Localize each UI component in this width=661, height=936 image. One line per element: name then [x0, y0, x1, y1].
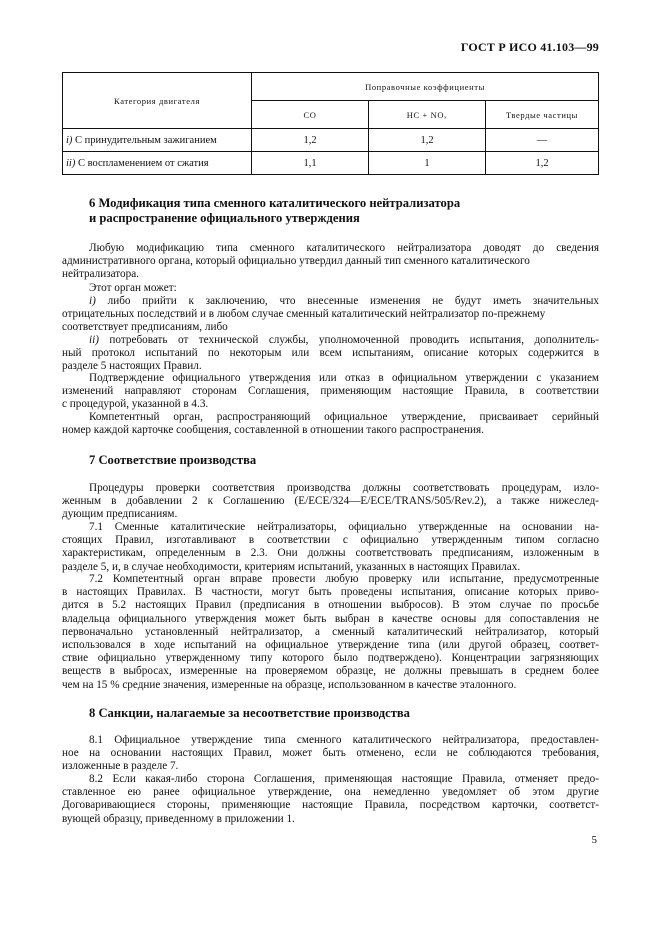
- col-particulates: Твердые частицы: [486, 101, 599, 129]
- col-hc-nox: HC + NOₓ: [369, 101, 486, 129]
- table-cell: —: [486, 129, 599, 152]
- page-number: 5: [591, 834, 597, 846]
- section-8-1-paragraph: 8.1 Официальное утверждение типа сменного каталитического нейтрализатора, предоставлен- ное на основании настоящих Правил, может быть отменено, если не соблюдаются требования, изложенные в разделе 7.: [62, 734, 599, 773]
- section-7-heading: 7 Соответствие производства: [89, 453, 257, 467]
- section-7-2-paragraph: 7.2 Компетентный орган вправе провести любую проверку или испытание, предусмотренные в настоящих Правилах. В частности, могут быть проведены испытания, описание которых приво- дится в 5.2 настоящих Правил (предписания в отношении выбросов). В этом случае по просьбе владельца официального утверждения может быть выбран в качестве основы для сопоставления не первоначально установленный нейтрализатор, а сменный каталитический нейтрализатор, который использовался в ходе испытаний на официальное утверждение типа (или другой образец, соответ- ствие официально утвержденному типу которого было подтверждено). Концентрации загрязняющих веществ в выбросах, измеренные на проверяемом образце, не должны превышать в среднем более чем на 15 % средние значения, измеренные на образце, использованном в качестве эталонного.: [62, 573, 599, 691]
- section-8-heading: 8 Санкции, налагаемые за несоответствие производства: [89, 706, 410, 720]
- section-6-paragraph-5: Подтверждение официального утверждения или отказ в официальном утверждении с указанием изменений направляют сторонам Соглашения, применяющим настоящие Правила, в соответствии с процедурой, указанной в 4.3.: [62, 372, 599, 411]
- section-6-heading: 6 Модификация типа сменного каталитического нейтрализатора и распространение официального утверждения: [89, 196, 461, 225]
- section-6-paragraph-4: ii) потребовать от технической службы, уполномоченной проводить испытания, дополнитель- ный протокол испытаний по некоторым или всем испытаниям, описание которых содержится в разделе 5 настоящих Правил.: [62, 334, 599, 373]
- document-code: ГОСТ Р ИСО 41.103—99: [460, 40, 599, 54]
- col-co: CO: [252, 101, 369, 129]
- section-7-1-paragraph: 7.1 Сменные каталитические нейтрализаторы, официально утвержденные на основании на- стоящих Правил, изготавливают в соответствии с официально утвержденным типом согласно характеристикам, определенным в 2.3. Они должны соответствовать предписаниям, изложенным в разделе 5, и, в случае необходимости, критериям испытаний, указанных в настоящих Правилах.: [62, 521, 599, 573]
- table-cell: 1,2: [252, 129, 369, 152]
- section-6-paragraph-3: i) либо прийти к заключению, что внесенные изменения не будут иметь значительных отрицательных последствий и в любом случае сменный каталитический нейтрализатор по-прежнему соответствует предписаниям, либо: [62, 295, 600, 334]
- table-row-label: ii) С воспламенением от сжатия: [63, 152, 252, 175]
- table-cell: 1: [369, 152, 486, 175]
- section-6-paragraph-6: Компетентный орган, распространяющий официальное утверждение, присваивает серийный номер каждой карточке сообщения, составленной в отношении такого распространения.: [62, 411, 599, 437]
- section-7-paragraph-1: Процедуры проверки соответствия производства должны соответствовать процедурам, изло- женным в добавлении 2 к Соглашению (E/ECE/324—E/ECE/TRANS/505/Rev.2), а также нижеслед- дующим предписаниям.: [62, 482, 599, 521]
- table-cell: 1,2: [486, 152, 599, 175]
- table-cell: 1,1: [252, 152, 369, 175]
- category-header: Категория двигателя: [63, 73, 252, 129]
- correction-factors-table: [62, 72, 599, 175]
- table-cell: 1,2: [369, 129, 486, 152]
- section-6-paragraph-1: Любую модификацию типа сменного каталитического нейтрализатора доводят до сведения административного органа, который официально утвердил данный тип сменного каталитического нейтрализатора.: [62, 242, 599, 281]
- coefficients-header: Поправочные коэффициенты: [252, 73, 599, 101]
- section-8-2-paragraph: 8.2 Если какая-либо сторона Соглашения, применяющая настоящие Правила, отменяет предо- ставленное ею ранее официальное утверждение, она немедленно уведомляет об этом другие Договаривающиеся стороны, применяющие настоящие Правила, посредством карточки, соответст- вующей образцу, приведенному в приложении 1.: [62, 773, 599, 825]
- section-6-paragraph-2: Этот орган может:: [89, 282, 177, 294]
- table-row-label: i) С принудительным зажиганием: [63, 129, 252, 152]
